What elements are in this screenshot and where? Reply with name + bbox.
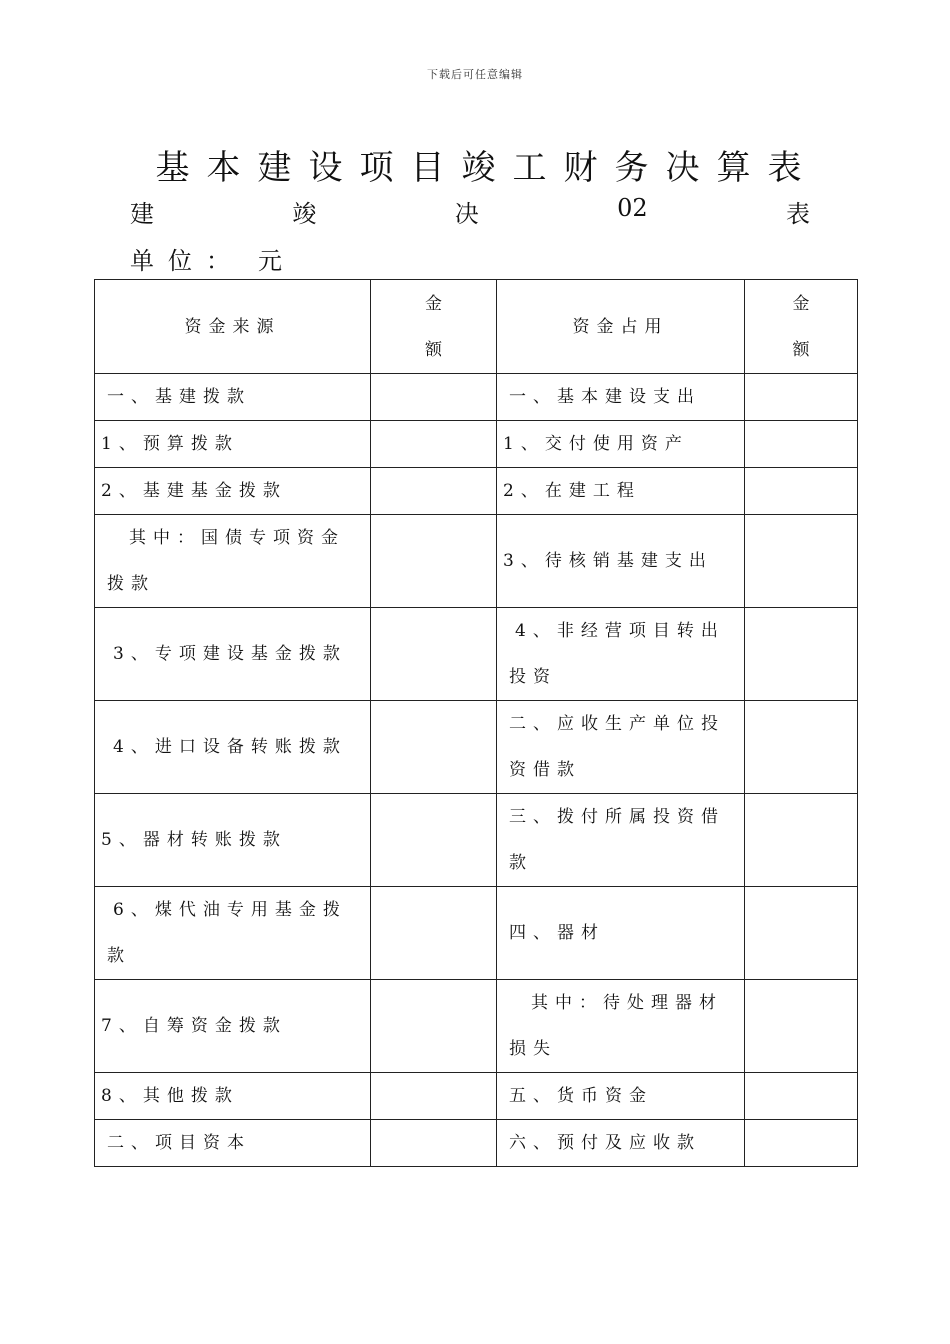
use-text: 其中：待处理器材损失: [509, 993, 723, 1059]
table-row: [95, 887, 858, 980]
form-code-part: 02: [617, 194, 648, 222]
form-code-part: 竣: [292, 200, 317, 228]
amount-cell[interactable]: [745, 608, 858, 701]
amount-cell[interactable]: [745, 1073, 858, 1120]
form-code-part: 建: [130, 200, 154, 228]
header-note: 下载后可任意编辑: [427, 68, 523, 81]
unit-value: 元: [258, 247, 296, 275]
use-cell: 二、应收生产单位投资借款: [497, 701, 745, 794]
amount-cell[interactable]: [371, 980, 497, 1073]
table-row: [95, 468, 858, 515]
amount-cell[interactable]: [371, 794, 497, 887]
header-amount-bottom: 额: [792, 339, 810, 360]
use-cell: 1、交付使用资产: [497, 421, 745, 468]
use-cell: [497, 608, 745, 701]
use-cell: 五、货币资金: [497, 1073, 745, 1120]
source-cell: 二、项目资本: [95, 1120, 371, 1167]
use-cell: 四、器材: [497, 887, 745, 980]
table-row: [95, 608, 858, 701]
amount-cell[interactable]: [745, 515, 858, 608]
financial-statement-table: [94, 279, 858, 1167]
amount-cell[interactable]: [745, 468, 858, 515]
unit-label: 单位：: [130, 247, 244, 275]
table-row: [95, 980, 858, 1073]
amount-cell[interactable]: [371, 608, 497, 701]
source-cell: [95, 701, 371, 794]
form-code-part: 决: [454, 200, 479, 228]
source-cell: [95, 515, 371, 608]
table-row: [95, 1073, 858, 1120]
amount-cell[interactable]: [745, 887, 858, 980]
use-cell: 三、拨付所属投资借款: [497, 794, 745, 887]
source-cell: 1、预算拨款: [95, 421, 371, 468]
source-cell: [95, 887, 371, 980]
amount-cell[interactable]: [371, 421, 497, 468]
source-cell: 7、自筹资金拨款: [95, 980, 371, 1073]
document-title: 基本建设项目竣工财务决算表: [155, 148, 819, 188]
source-text: 3、专项建设基金拨款: [113, 644, 347, 664]
source-text: 4、进口设备转账拨款: [113, 737, 347, 757]
form-code-part: 表: [785, 200, 810, 228]
use-cell: 一、基本建设支出: [497, 374, 745, 421]
use-cell: 3、待核销基建支出: [497, 515, 745, 608]
amount-cell[interactable]: [371, 887, 497, 980]
source-cell: 5、器材转账拨款: [95, 794, 371, 887]
amount-cell[interactable]: [745, 1120, 858, 1167]
form-code: [130, 194, 810, 229]
source-text: 6、煤代油专用基金拨款: [107, 900, 347, 966]
amount-cell[interactable]: [745, 701, 858, 794]
amount-cell[interactable]: [745, 374, 858, 421]
source-cell: [95, 608, 371, 701]
use-cell: [497, 980, 745, 1073]
use-cell: 六、预付及应收款: [497, 1120, 745, 1167]
header-amount: [745, 280, 858, 374]
amount-cell[interactable]: [371, 515, 497, 608]
unit-line: [130, 241, 296, 276]
header-amount-bottom: 额: [425, 339, 442, 360]
amount-cell[interactable]: [371, 374, 497, 421]
amount-cell[interactable]: [371, 468, 497, 515]
source-cell: 2、基建基金拨款: [95, 468, 371, 515]
header-amount: [371, 280, 497, 374]
table-row: [95, 701, 858, 794]
use-cell: 2、在建工程: [497, 468, 745, 515]
header-amount-top: 金: [792, 293, 810, 314]
header-use: 资金占用: [497, 280, 745, 374]
use-text: 4、非经营项目转出投资: [509, 621, 725, 687]
header-amount-top: 金: [425, 293, 442, 314]
table-header-row: [95, 280, 858, 374]
table-row: [95, 1120, 858, 1167]
table-row: [95, 515, 858, 608]
header-source: 资金来源: [95, 280, 371, 374]
amount-cell[interactable]: [371, 701, 497, 794]
table-row: [95, 421, 858, 468]
amount-cell[interactable]: [745, 794, 858, 887]
source-text: 其中：国债专项资金拨款: [107, 528, 345, 594]
table-row: [95, 374, 858, 421]
amount-cell[interactable]: [745, 421, 858, 468]
amount-cell[interactable]: [371, 1073, 497, 1120]
amount-cell[interactable]: [371, 1120, 497, 1167]
table-row: [95, 794, 858, 887]
amount-cell[interactable]: [745, 980, 858, 1073]
source-cell: 8、其他拨款: [95, 1073, 371, 1120]
source-cell: 一、基建拨款: [95, 374, 371, 421]
